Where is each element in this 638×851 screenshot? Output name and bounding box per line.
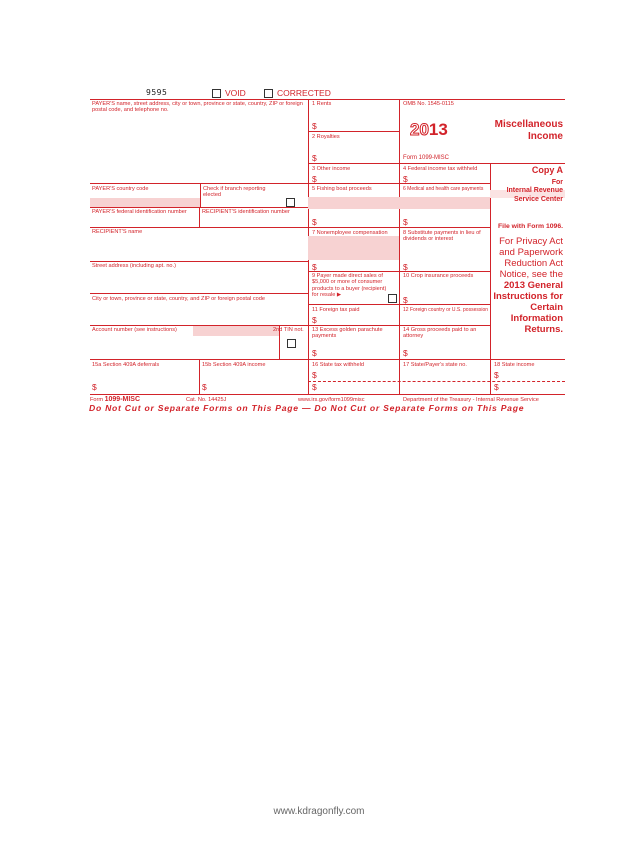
- year-prefix: 20: [410, 120, 429, 139]
- box4-dollar: $: [403, 174, 408, 184]
- instr-line-5: Returns.: [524, 324, 563, 335]
- box16-dollar-2: $: [312, 382, 317, 392]
- footer-form: [90, 396, 140, 403]
- privacy-line-2: and Paperwork: [499, 247, 563, 258]
- shade-box7: [308, 236, 399, 260]
- rule-recname-bottom: [90, 261, 308, 262]
- box10-dollar: $: [403, 295, 408, 305]
- box4-label: 4 Federal income tax withheld: [403, 166, 478, 172]
- box15b-dollar: $: [202, 382, 207, 392]
- rule-row9-top: [308, 271, 490, 272]
- irs-line-1: Internal Revenue: [506, 187, 563, 194]
- void-label: VOID: [225, 88, 246, 98]
- box10-label: 10 Crop insurance proceeds: [403, 273, 474, 279]
- box3-dollar: $: [312, 174, 317, 184]
- box9-label: 9 Payer made direct sales of $5,000 or more of consumer products to a buyer (recipient) for resale ▶: [312, 273, 387, 299]
- do-not-cut-banner: Do Not Cut or Separate Forms on This Page — Do Not Cut or Separate Forms on This Page: [89, 403, 525, 413]
- recipient-city-label: City or town, province or state, country, and ZIP or foreign postal code: [92, 296, 265, 302]
- tin-label: 2nd TIN not.: [273, 327, 304, 333]
- privacy-notice: [480, 236, 563, 280]
- tin-checkbox[interactable]: [287, 339, 296, 348]
- box2-label: 2 Royalties: [312, 134, 340, 140]
- payer-country-label: PAYER'S country code: [92, 186, 149, 192]
- branch-checkbox[interactable]: [286, 198, 295, 207]
- box14-dollar: $: [403, 348, 408, 358]
- copy-label: Copy A: [531, 165, 563, 175]
- box8-label: 8 Substitute payments in lieu of dividends or interest: [403, 230, 481, 243]
- box7-dollar: $: [312, 262, 317, 272]
- instr-line-4: Information: [510, 313, 563, 324]
- box18-dollar-2: $: [494, 382, 499, 392]
- rule-row7-top: [308, 227, 490, 228]
- instr-line-3: Certain: [530, 302, 563, 313]
- box8-dollar: $: [403, 262, 408, 272]
- box15b-label: 15b Section 409A income: [202, 362, 266, 368]
- irs-line-2: Service Center: [513, 196, 563, 203]
- file-with-label: File with Form 1096.: [498, 223, 563, 230]
- box5-dollar: $: [312, 217, 317, 227]
- rule-state-dash: [308, 381, 565, 382]
- omb-label: OMB No. 1545-0115: [403, 101, 454, 107]
- box11-dollar: $: [312, 315, 317, 325]
- footer-form-name: 1099-MISC: [104, 396, 141, 403]
- rule-15a-div: [199, 359, 200, 394]
- payer-fedid-label: PAYER'S federal identification number: [92, 209, 187, 215]
- box13-label: 13 Excess golden parachute payments: [312, 327, 383, 340]
- rule-fedid-bottom: [90, 227, 308, 228]
- instr-line-2: Instructions for: [493, 291, 563, 302]
- box17-label: 17 State/Payer's state no.: [403, 362, 467, 368]
- branch-label: Check if branch reporting elected: [203, 186, 266, 199]
- footer-cat-no: Cat. No. 14425J: [186, 397, 227, 403]
- box15a-dollar: $: [92, 382, 97, 392]
- instructions-ref: [480, 280, 563, 335]
- shade-box5-6: [308, 197, 490, 209]
- recipient-name-label: RECIPIENT'S name: [92, 229, 143, 235]
- box18-label: 18 State income: [494, 362, 535, 368]
- box16-dollar-1: $: [312, 370, 317, 380]
- year-suffix: 13: [428, 120, 448, 139]
- box14-label: 14 Gross proceeds paid to an attorney: [403, 327, 477, 340]
- box3-label: 3 Other income: [312, 166, 351, 172]
- form-code: 9595: [146, 88, 168, 97]
- corrected-checkbox[interactable]: [264, 89, 273, 98]
- rule-box2-top: [308, 131, 399, 132]
- privacy-line-1: For Privacy Act: [499, 236, 563, 247]
- footer-url: www.irs.gov/form1099misc: [298, 397, 365, 403]
- footer-form-prefix: Form: [90, 397, 104, 403]
- shade-country: [90, 198, 200, 207]
- void-checkbox[interactable]: [212, 89, 221, 98]
- rule-row13-top: [308, 325, 490, 326]
- corrected-label: CORRECTED: [277, 88, 331, 98]
- rule-fedid-div: [199, 207, 200, 227]
- box2-dollar: $: [312, 153, 317, 163]
- shade-account: [193, 326, 279, 336]
- box11-label: 11 Foreign tax paid: [312, 307, 360, 313]
- for-label: For: [551, 179, 563, 186]
- recipient-street-label: Street address (including apt. no.): [92, 263, 176, 269]
- form-bottom-rule: [90, 394, 565, 395]
- rule-row11-top: [308, 304, 490, 305]
- privacy-line-3: Reduction Act: [504, 258, 563, 269]
- box12-label: 12 Foreign country or U.S. possession: [403, 307, 489, 313]
- watermark: www.kdragonfly.com: [273, 806, 365, 817]
- account-label: Account number (see instructions): [92, 327, 177, 333]
- box5-label: 5 Fishing boat proceeds: [312, 186, 372, 192]
- box15a-label: 15a Section 409A deferrals: [92, 362, 160, 368]
- box9-checkbox[interactable]: [388, 294, 397, 303]
- title-line-1: Miscellaneous: [494, 119, 563, 130]
- rule-branch-div: [200, 183, 201, 207]
- box13-dollar: $: [312, 348, 317, 358]
- title-line-2: Income: [527, 131, 563, 142]
- form-title: [470, 119, 563, 143]
- instr-line-1: 2013 General: [503, 280, 563, 291]
- rule-row5-top: [308, 183, 490, 184]
- box16-label: 16 State tax withheld: [312, 362, 364, 368]
- box18-dollar-1: $: [494, 370, 499, 380]
- footer-dept: Department of the Treasury - Internal Revenue Service: [403, 397, 539, 403]
- privacy-line-4: Notice, see the: [499, 269, 563, 280]
- form-name-label: Form 1099-MISC: [403, 155, 450, 161]
- rule-street-bottom: [90, 293, 308, 294]
- box1-label: 1 Rents: [312, 101, 332, 107]
- box7-label: 7 Nonemployee compensation: [312, 230, 388, 236]
- tax-year: [410, 120, 448, 140]
- box1-dollar: $: [312, 121, 317, 131]
- box6-dollar: $: [403, 217, 408, 227]
- form-top-rule: [90, 99, 565, 100]
- payer-name-label: PAYER'S name, street address, city or town, province or state, country, ZIP or foreign postal code, and telephone no.: [92, 101, 303, 114]
- form-divider-2: [399, 99, 400, 394]
- box6-label: 6 Medical and health care payments: [403, 186, 484, 192]
- rule-row15-top: [90, 359, 565, 360]
- rule-payer-bottom: [90, 183, 308, 184]
- rule-row3-top: [308, 163, 565, 164]
- recipient-id-label: RECIPIENT'S identification number: [202, 209, 290, 215]
